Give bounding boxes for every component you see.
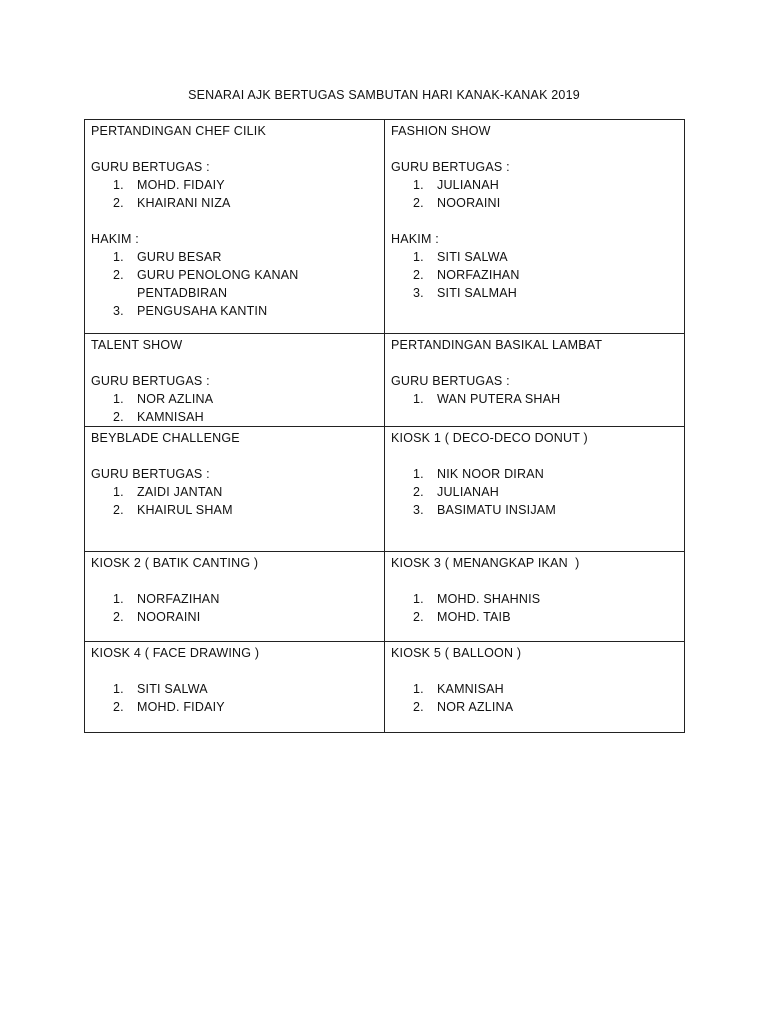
cell-fashion-show (385, 120, 685, 334)
cell-kiosk-5 (385, 642, 685, 733)
list-item: 2. MOHD. TAIB (413, 610, 511, 624)
cell-title: KIOSK 5 ( BALLOON ) (391, 646, 522, 660)
list-item: 2. KHAIRANI NIZA (113, 196, 231, 210)
list-item: 1. MOHD. FIDAIY (113, 178, 225, 192)
list-item: 1. KAMNISAH (413, 682, 504, 696)
cell-talent-show (85, 334, 385, 427)
table-row (85, 427, 685, 552)
guru-bertugas-label: GURU BERTUGAS : (391, 374, 510, 388)
guru-bertugas-label: GURU BERTUGAS : (391, 160, 510, 174)
list-item: 1. GURU BESAR (113, 250, 222, 264)
name-list (91, 248, 378, 320)
list-item: 2. KHAIRUL SHAM (113, 503, 233, 517)
name-list (391, 680, 678, 716)
name-list (91, 590, 378, 626)
list-item: 1. WAN PUTERA SHAH (413, 392, 561, 406)
list-item: 1. NOR AZLINA (113, 392, 214, 406)
hakim-label: HAKIM : (91, 232, 139, 246)
cell-beyblade-challenge (85, 427, 385, 552)
cell-title: KIOSK 4 ( FACE DRAWING ) (91, 646, 260, 660)
list-item: 1. NORFAZIHAN (113, 592, 220, 606)
cell-title: KIOSK 2 ( BATIK CANTING ) (91, 556, 259, 570)
list-item: 1. SITI SALWA (413, 250, 508, 264)
hakim-label: HAKIM : (391, 232, 439, 246)
list-item: 1. SITI SALWA (113, 682, 208, 696)
name-list (91, 390, 378, 426)
table-row (85, 120, 685, 334)
list-item: 1. JULIANAH (413, 178, 500, 192)
cell-title: BEYBLADE CHALLENGE (91, 431, 240, 445)
name-list (91, 176, 378, 212)
cell-title: FASHION SHOW (391, 124, 491, 138)
list-item: 2. NORFAZIHAN (413, 268, 520, 282)
cell-chef-cilik (85, 120, 385, 334)
list-item: 2. NOORAINI (413, 196, 501, 210)
cell-kiosk-3 (385, 552, 685, 642)
name-list (91, 483, 378, 519)
name-list (391, 390, 678, 408)
cell-title: KIOSK 3 ( MENANGKAP IKAN ) (391, 556, 580, 570)
cell-title: PERTANDINGAN BASIKAL LAMBAT (391, 338, 603, 352)
list-item: 2. KAMNISAH (113, 410, 204, 424)
list-item: 3. BASIMATU INSIJAM (413, 503, 556, 517)
list-item: 2. MOHD. FIDAIY (113, 700, 225, 714)
cell-title: KIOSK 1 ( DECO-DECO DONUT ) (391, 431, 588, 445)
cell-title: PERTANDINGAN CHEF CILIK (91, 124, 266, 138)
list-item: 1. MOHD. SHAHNIS (413, 592, 541, 606)
page-title: SENARAI AJK BERTUGAS SAMBUTAN HARI KANAK-KANAK 2019 (188, 88, 580, 102)
guru-bertugas-label: GURU BERTUGAS : (91, 160, 210, 174)
duty-table (84, 119, 685, 733)
list-item: 1. ZAIDI JANTAN (113, 485, 223, 499)
cell-basikal-lambat (385, 334, 685, 427)
list-item: 2. GURU PENOLONG KANAN PENTADBIRAN (113, 268, 299, 300)
name-list (91, 680, 378, 716)
name-list (391, 465, 678, 519)
list-item: 2. NOR AZLINA (413, 700, 514, 714)
name-list (391, 176, 678, 212)
name-list (391, 590, 678, 626)
list-item: 3. PENGUSAHA KANTIN (113, 304, 268, 318)
table-row (85, 642, 685, 733)
list-item: 1. NIK NOOR DIRAN (413, 467, 544, 481)
list-item: 2. NOORAINI (113, 610, 201, 624)
table-row (85, 552, 685, 642)
name-list (391, 248, 678, 302)
cell-kiosk-4 (85, 642, 385, 733)
list-item: 2. JULIANAH (413, 485, 500, 499)
cell-kiosk-1 (385, 427, 685, 552)
guru-bertugas-label: GURU BERTUGAS : (91, 374, 210, 388)
table-row (85, 334, 685, 427)
guru-bertugas-label: GURU BERTUGAS : (91, 467, 210, 481)
cell-title: TALENT SHOW (91, 338, 183, 352)
list-item: 3. SITI SALMAH (413, 286, 517, 300)
cell-kiosk-2 (85, 552, 385, 642)
